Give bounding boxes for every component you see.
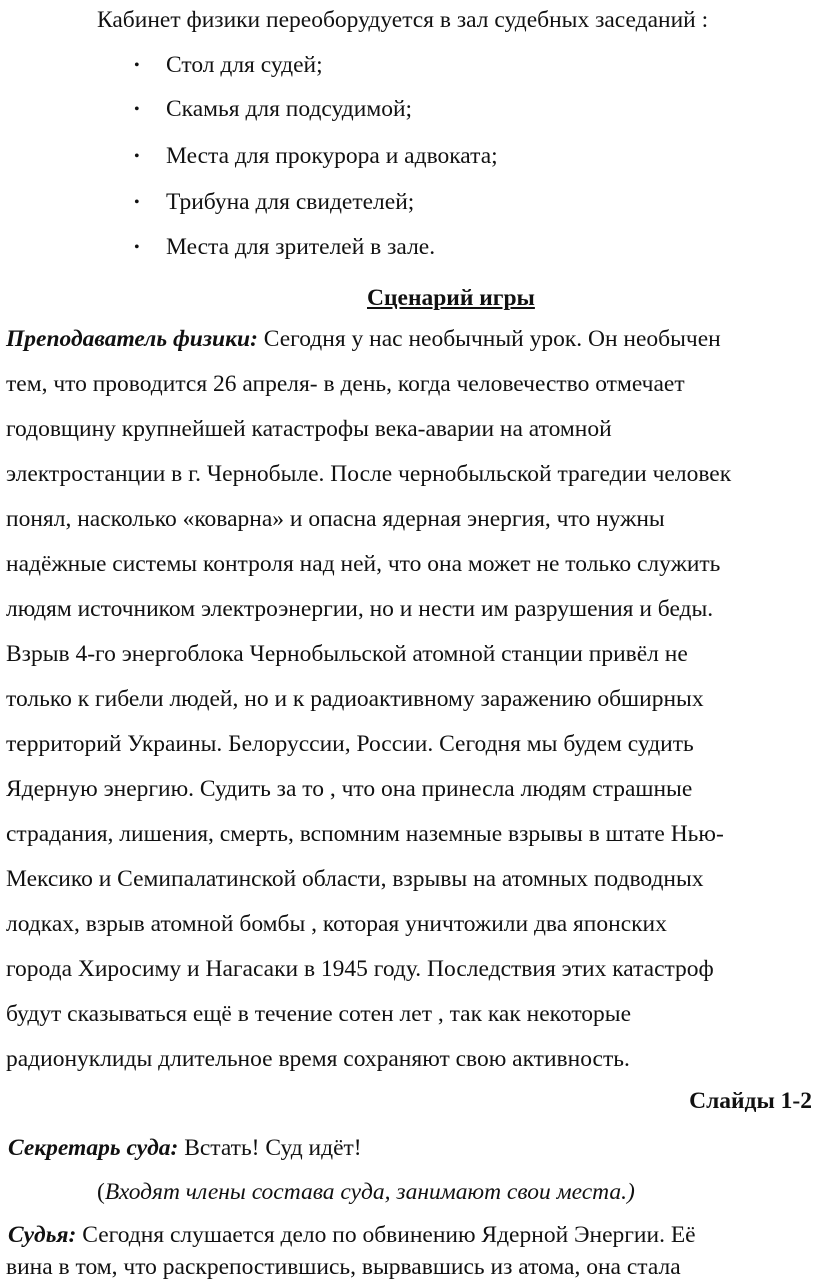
slides-label: Слайды 1-2 <box>689 1088 812 1114</box>
bullet-icon: • <box>134 194 140 211</box>
speaker-label: Судья: <box>8 1222 77 1248</box>
paragraph-line: только к гибели людей, но и к радиоактивному заражению обширных <box>6 686 704 712</box>
paragraph-line: будут сказываться ещё в течение сотен лет , так как некоторые <box>6 1001 631 1027</box>
bullet-icon: • <box>134 148 140 165</box>
paragraph-line: Взрыв 4-го энергоблока Чернобыльской атомной станции привёл не <box>6 641 688 667</box>
list-item <box>134 141 498 172</box>
paragraph-line: лодках, взрыв атомной бомбы , которая уничтожили два японских <box>6 911 667 937</box>
paragraph-line: Мексико и Семипалатинской области, взрывы на атомных подводных <box>6 866 704 892</box>
speaker-label: Секретарь суда: <box>8 1135 179 1161</box>
paragraph-line: вина в том, что раскрепостившись, вырвавшись из атома, она стала <box>6 1254 681 1280</box>
paragraph-line: тем, что проводится 26 апреля- в день, когда человечество отмечает <box>6 371 685 397</box>
paragraph-line <box>8 1220 696 1250</box>
list-item <box>134 94 412 125</box>
paragraph-text: Сегодня слушается дело по обвинению Ядерной Энергии. Её <box>76 1222 696 1248</box>
paragraph-line: электростанции в г. Чернобыле. После чернобыльской трагедии человек <box>6 461 732 487</box>
list-item <box>134 232 435 263</box>
speaker-label: Преподаватель физики: <box>6 326 258 352</box>
stage-direction-text: Входят члены состава суда, занимают свои места.) <box>104 1179 635 1205</box>
list-item-text: Стол для судей; <box>166 52 323 78</box>
bullet-icon: • <box>134 101 140 118</box>
list-item-text: Места для прокурора и адвоката; <box>166 143 498 169</box>
paragraph-text: Встать! Суд идёт! <box>178 1135 362 1161</box>
paragraph-line <box>8 1133 362 1163</box>
section-title: Сценарий игры <box>367 285 535 311</box>
list-item-text: Скамья для подсудимой; <box>166 96 413 122</box>
paragraph-line: радионуклиды длительное время сохраняют свою активность. <box>6 1046 630 1072</box>
intro-line: Кабинет физики переоборудуется в зал судебных заседаний : <box>97 7 709 33</box>
paragraph-line: города Хиросиму и Нагасаки в 1945 году. Последствия этих катастроф <box>6 956 714 982</box>
list-item-text: Трибуна для свидетелей; <box>166 189 415 215</box>
stage-direction-paren: ( <box>97 1179 105 1205</box>
paragraph-line: территорий Украины. Белоруссии, России. Сегодня мы будем судить <box>6 731 694 757</box>
paragraph-line: людям источником электроэнергии, но и нести им разрушения и беды. <box>6 596 714 622</box>
bullet-icon: • <box>134 239 140 256</box>
paragraph-text: Сегодня у нас необычный урок. Он необычен <box>257 326 721 352</box>
paragraph-line: Ядерную энергию. Судить за то , что она принесла людям страшные <box>6 776 693 802</box>
bullet-icon: • <box>134 57 140 74</box>
list-item <box>134 50 323 81</box>
list-item-text: Места для зрителей в зале. <box>166 234 436 260</box>
paragraph-line: понял, насколько «коварна» и опасна ядерная энергия, что нужны <box>6 506 665 532</box>
paragraph-line: надёжные системы контроля над ней, что она может не только служить <box>6 551 721 577</box>
paragraph-line <box>6 324 721 354</box>
paragraph-line: страдания, лишения, смерть, вспомним наземные взрывы в штате Нью- <box>6 821 724 847</box>
paragraph-line: годовщину крупнейшей катастрофы века-аварии на атомной <box>6 416 612 442</box>
list-item <box>134 187 414 218</box>
stage-direction <box>97 1177 635 1207</box>
